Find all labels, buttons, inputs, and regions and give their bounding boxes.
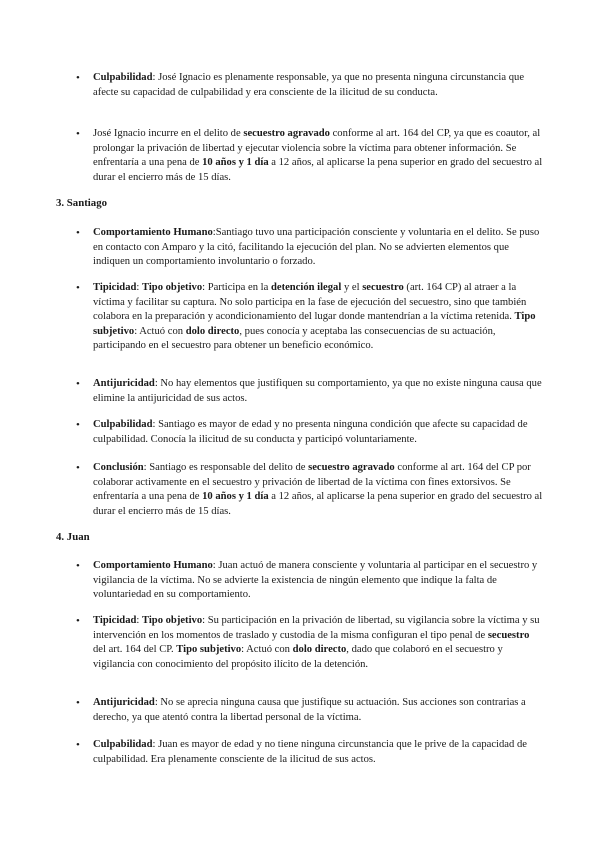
list-item-text: conforme al art. 164 del CP por colaborar activamente en el secuestro y privación de libertad de la víctima con fines extorsivos. Se enfrentaría a una pena de	[93, 462, 531, 502]
term-dolo-directo: dolo directo	[185, 325, 240, 337]
list-item-text: : Participa en la	[202, 282, 271, 293]
term-secuestro: secuestro	[362, 282, 404, 293]
term-tipo-subjetivo: Tipo subjetivo	[93, 311, 536, 337]
list-item-conclusion-jose-ignacio	[93, 127, 543, 185]
list-item-text: : Actuó con	[134, 325, 186, 337]
list-item-text: : José Ignacio es plenamente responsable, ya que no presenta ninguna circunstancia que afecte su capacidad de culpabilidad y era consciente de la ilicitud de su conducta.	[93, 72, 525, 98]
list-item-tipicidad-santiago	[93, 281, 543, 354]
list-item-text: a 12 años, al aplicarse la pena superior en grado del secuestro al durar el encierro más de 15 días.	[93, 157, 543, 183]
term-pena: 10 años y 1 día	[202, 157, 269, 168]
list-item-culpabilidad-jose-ignacio	[93, 71, 543, 100]
list-item-text: conforme al art. 164 del CP, ya que es coautor, al prolongar la privación de libertad y ejecutar violencia sobre la víctima para obtener información. Se enfrentaría a una pena de	[93, 128, 541, 168]
section-heading-santiago: 3. Santiago	[56, 197, 107, 209]
list-item-text: : Santiago es mayor de edad y no presenta ninguna condición que afecte su capacidad de culpabilidad. Conocía la ilicitud de su conducta y participó voluntariamente.	[93, 419, 528, 445]
list-item-text: , pues conocía y aceptaba las consecuencias de su actuación, participando en el secuestro para obtener un beneficio económico.	[93, 325, 496, 351]
list-item-text: :	[136, 282, 142, 293]
list-item-text: :Santiago tuvo una participación consciente y voluntaria en el delito. Se puso en contacto con Amparo y la citó, facilitando la ejecución del plan. No se advierten elementos que indiquen un comportamiento involuntario o forzado.	[93, 227, 540, 267]
list-item-text: : Actuó con	[241, 644, 293, 655]
term-culpabilidad: Culpabilidad	[93, 72, 153, 83]
term-tipicidad: Tipicidad	[93, 282, 137, 293]
list-item-text: : Juan actuó de manera consciente y voluntaria al participar en el secuestro y vigilancia de la víctima. No se advierte la existencia de ningún elemento que indique la falta de voluntariedad en su comportamiento.	[93, 560, 538, 600]
list-item-text: : Santiago es responsable del delito de	[143, 462, 309, 473]
term-detencion-ilegal: detención ilegal	[270, 282, 342, 293]
term-tipo-objetivo: Tipo objetivo	[141, 282, 203, 293]
term-comportamiento-humano: Comportamiento Humano	[93, 227, 213, 238]
section-heading-juan: 4. Juan	[56, 531, 90, 543]
term-dolo-directo: dolo directo	[292, 644, 347, 655]
term-secuestro-agravado: secuestro agravado	[308, 462, 395, 473]
term-pena: 10 años y 1 día	[202, 491, 269, 502]
list-item-antijuricidad-juan	[93, 696, 543, 725]
list-item-comportamiento-juan	[93, 559, 543, 603]
list-item-text: : No se aprecia ninguna causa que justifique su actuación. Sus acciones son contrarias a derecho, ya que atentó contra la libertad personal de la víctima.	[93, 697, 526, 723]
list-item-text: :	[136, 615, 142, 626]
list-item-text: : Su participación en la privación de libertad, su vigilancia sobre la víctima y su intervención en los momentos de traslado y custodia de la misma configuran el tipo penal de	[93, 615, 540, 641]
term-tipo-subjetivo: Tipo subjetivo	[176, 644, 242, 655]
list-item-text: (art. 164 CP) al atraer a la víctima y facilitar su captura. No solo participa en la fase de ejecución del secuestro, sino que también colabora en la preparación y acondicionamiento del lugar donde mantendrían a la víctima retenida.	[93, 282, 527, 322]
list-item-conclusion-santiago	[93, 461, 543, 519]
term-tipicidad: Tipicidad	[93, 615, 137, 626]
list-item-text: : Juan es mayor de edad y no tiene ninguna circunstancia que le prive de la capacidad de culpabilidad. Era plenamente consciente de la ilicitud de sus actos.	[93, 739, 527, 765]
list-item-tipicidad-juan	[93, 614, 543, 672]
list-item-culpabilidad-santiago	[93, 418, 543, 447]
term-culpabilidad: Culpabilidad	[93, 739, 153, 750]
term-comportamiento-humano: Comportamiento Humano	[93, 560, 213, 571]
list-item-text: a 12 años, al aplicarse la pena superior en grado del secuestro al durar el encierro más de 15 días.	[93, 491, 543, 517]
list-item-comportamiento-santiago	[93, 226, 543, 270]
term-antijuricidad: Antijuricidad	[93, 697, 155, 708]
list-item-antijuricidad-santiago	[93, 377, 543, 406]
term-culpabilidad: Culpabilidad	[93, 419, 153, 430]
term-antijuricidad: Antijuricidad	[93, 378, 155, 389]
list-item-text: del art. 164 del CP.	[93, 644, 177, 655]
list-item-text: José Ignacio incurre en el delito de	[93, 128, 244, 139]
list-item-text: : No hay elementos que justifiquen su comportamiento, ya que no existe ninguna causa que elimine la antijuricidad de sus actos.	[93, 378, 542, 404]
list-item-culpabilidad-juan	[93, 738, 543, 767]
list-item-text: , dado que colaboró en el secuestro y vigilancia con conocimiento del propósito ilícito de la detención.	[93, 644, 503, 670]
term-secuestro-agravado: secuestro agravado	[243, 128, 330, 139]
term-secuestro: secuestro	[487, 629, 530, 641]
term-conclusion: Conclusión	[93, 462, 144, 473]
list-item-text: y el	[341, 282, 363, 293]
term-tipo-objetivo: Tipo objetivo	[141, 615, 203, 626]
